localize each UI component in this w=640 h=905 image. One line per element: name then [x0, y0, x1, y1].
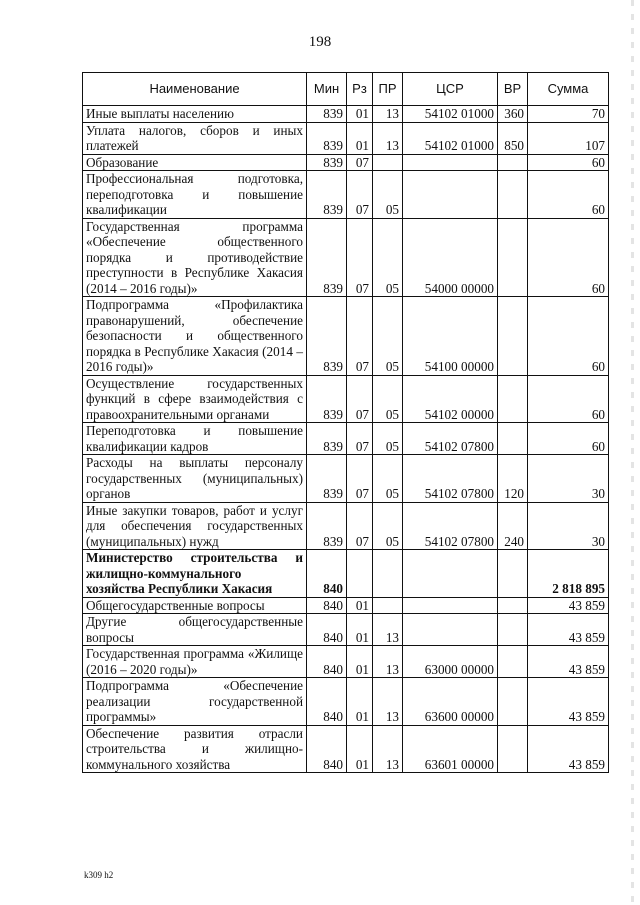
cell-pr: 13 — [373, 106, 403, 123]
table-header — [83, 73, 609, 106]
cell-rz: 01 — [347, 122, 373, 154]
table-row — [83, 725, 609, 773]
cell-name: Другие общегосударственные вопросы — [83, 614, 307, 646]
cell-min: 839 — [307, 122, 347, 154]
cell-sum: 60 — [528, 154, 609, 171]
table-row — [83, 122, 609, 154]
column-header-rz: Рз — [347, 73, 373, 106]
column-header-csr: ЦСР — [403, 73, 498, 106]
cell-csr — [403, 154, 498, 171]
cell-name: Переподготовка и повышение квалификации кадров — [83, 423, 307, 455]
cell-vr — [498, 423, 528, 455]
cell-pr: 05 — [373, 171, 403, 219]
table-row — [83, 375, 609, 423]
cell-vr: 240 — [498, 502, 528, 550]
table-row — [83, 502, 609, 550]
column-header-vr: ВР — [498, 73, 528, 106]
scan-edge-artifact — [631, 0, 634, 905]
cell-csr: 63600 00000 — [403, 678, 498, 726]
cell-min: 839 — [307, 218, 347, 297]
cell-rz: 07 — [347, 218, 373, 297]
cell-vr — [498, 725, 528, 773]
cell-csr: 63000 00000 — [403, 646, 498, 678]
cell-min: 839 — [307, 106, 347, 123]
cell-rz: 07 — [347, 455, 373, 503]
cell-min: 840 — [307, 614, 347, 646]
cell-rz: 01 — [347, 597, 373, 614]
cell-sum: 60 — [528, 218, 609, 297]
cell-sum: 70 — [528, 106, 609, 123]
cell-name: Расходы на выплаты персоналу государственных (муниципальных) органов — [83, 455, 307, 503]
cell-vr — [498, 597, 528, 614]
cell-pr — [373, 597, 403, 614]
cell-sum: 60 — [528, 375, 609, 423]
cell-rz: 07 — [347, 297, 373, 376]
cell-name: Иные закупки товаров, работ и услуг для обеспечения государственных (муниципальных) нужд — [83, 502, 307, 550]
cell-min: 839 — [307, 375, 347, 423]
cell-pr: 05 — [373, 502, 403, 550]
cell-pr: 05 — [373, 297, 403, 376]
cell-sum: 43 859 — [528, 646, 609, 678]
cell-min: 840 — [307, 550, 347, 598]
cell-vr — [498, 646, 528, 678]
cell-csr — [403, 171, 498, 219]
cell-pr: 13 — [373, 614, 403, 646]
cell-sum: 2 818 895 — [528, 550, 609, 598]
cell-rz: 01 — [347, 678, 373, 726]
cell-vr — [498, 154, 528, 171]
cell-pr — [373, 154, 403, 171]
cell-csr: 54102 01000 — [403, 106, 498, 123]
cell-csr — [403, 597, 498, 614]
cell-csr: 54000 00000 — [403, 218, 498, 297]
cell-vr: 850 — [498, 122, 528, 154]
cell-vr — [498, 297, 528, 376]
cell-rz: 07 — [347, 502, 373, 550]
cell-pr — [373, 550, 403, 598]
cell-vr — [498, 218, 528, 297]
table-row — [83, 646, 609, 678]
cell-min: 839 — [307, 455, 347, 503]
cell-name: Министерство строительства и жилищно-коммунального хозяйства Республики Хакасия — [83, 550, 307, 598]
cell-sum: 60 — [528, 171, 609, 219]
cell-pr: 13 — [373, 646, 403, 678]
cell-name: Государственная программа «Жилище (2016 – 2020 годы)» — [83, 646, 307, 678]
cell-csr: 54100 00000 — [403, 297, 498, 376]
cell-name: Образование — [83, 154, 307, 171]
cell-sum: 60 — [528, 297, 609, 376]
cell-name: Иные выплаты населению — [83, 106, 307, 123]
cell-pr: 13 — [373, 122, 403, 154]
cell-vr — [498, 171, 528, 219]
cell-vr — [498, 375, 528, 423]
cell-name: Подпрограмма «Профилактика правонарушений, обеспечение безопасности и общественного порядка в Республике Хакасия (2014 – 2016 годы)» — [83, 297, 307, 376]
cell-min: 840 — [307, 678, 347, 726]
cell-pr: 05 — [373, 218, 403, 297]
column-header-sum: Сумма — [528, 73, 609, 106]
cell-csr: 54102 01000 — [403, 122, 498, 154]
table-row — [83, 550, 609, 598]
cell-vr — [498, 614, 528, 646]
cell-min: 839 — [307, 297, 347, 376]
table-row — [83, 614, 609, 646]
table-row — [83, 597, 609, 614]
cell-sum: 107 — [528, 122, 609, 154]
cell-min: 839 — [307, 171, 347, 219]
cell-vr: 360 — [498, 106, 528, 123]
cell-sum: 30 — [528, 502, 609, 550]
cell-min: 840 — [307, 725, 347, 773]
cell-pr: 13 — [373, 725, 403, 773]
cell-min: 840 — [307, 597, 347, 614]
column-header-name: Наименование — [83, 73, 307, 106]
cell-rz: 01 — [347, 106, 373, 123]
cell-sum: 43 859 — [528, 614, 609, 646]
cell-csr: 63601 00000 — [403, 725, 498, 773]
cell-name: Общегосударственные вопросы — [83, 597, 307, 614]
table-row — [83, 106, 609, 123]
cell-rz: 01 — [347, 646, 373, 678]
cell-sum: 43 859 — [528, 725, 609, 773]
cell-csr — [403, 550, 498, 598]
cell-min: 839 — [307, 154, 347, 171]
cell-rz: 07 — [347, 375, 373, 423]
table-row — [83, 154, 609, 171]
cell-sum: 43 859 — [528, 678, 609, 726]
cell-csr — [403, 614, 498, 646]
cell-vr: 120 — [498, 455, 528, 503]
cell-vr — [498, 550, 528, 598]
cell-name: Государственная программа «Обеспечение общественного порядка и противодействие преступности в Республике Хакасия (2014 – 2016 годы)» — [83, 218, 307, 297]
cell-rz: 07 — [347, 171, 373, 219]
table-row — [83, 297, 609, 376]
cell-min: 839 — [307, 423, 347, 455]
cell-name: Профессиональная подготовка, переподготовка и повышение квалификации — [83, 171, 307, 219]
cell-rz: 01 — [347, 614, 373, 646]
column-header-min: Мин — [307, 73, 347, 106]
cell-csr: 54102 07800 — [403, 455, 498, 503]
cell-pr: 05 — [373, 375, 403, 423]
table-row — [83, 455, 609, 503]
cell-name: Подпрограмма «Обеспечение реализации государственной программы» — [83, 678, 307, 726]
cell-pr: 05 — [373, 455, 403, 503]
table-body — [83, 106, 609, 773]
cell-name: Уплата налогов, сборов и иных платежей — [83, 122, 307, 154]
table-row — [83, 218, 609, 297]
cell-csr: 54102 07800 — [403, 502, 498, 550]
cell-min: 839 — [307, 502, 347, 550]
footer-code: k309 h2 — [84, 870, 114, 880]
cell-rz: 07 — [347, 423, 373, 455]
cell-name: Осуществление государственных функций в сфере взаимодействия с правоохранительными органами — [83, 375, 307, 423]
cell-rz: 07 — [347, 154, 373, 171]
cell-sum: 43 859 — [528, 597, 609, 614]
cell-name: Обеспечение развития отрасли строительства и жилищно-коммунального хозяйства — [83, 725, 307, 773]
column-header-pr: ПР — [373, 73, 403, 106]
cell-rz — [347, 550, 373, 598]
table-row — [83, 678, 609, 726]
page-number: 198 — [308, 34, 332, 50]
table-row — [83, 171, 609, 219]
cell-pr: 13 — [373, 678, 403, 726]
cell-min: 840 — [307, 646, 347, 678]
budget-table — [82, 72, 609, 773]
cell-csr: 54102 07800 — [403, 423, 498, 455]
cell-sum: 60 — [528, 423, 609, 455]
cell-pr: 05 — [373, 423, 403, 455]
table-row — [83, 423, 609, 455]
cell-rz: 01 — [347, 725, 373, 773]
cell-vr — [498, 678, 528, 726]
cell-sum: 30 — [528, 455, 609, 503]
cell-csr: 54102 00000 — [403, 375, 498, 423]
